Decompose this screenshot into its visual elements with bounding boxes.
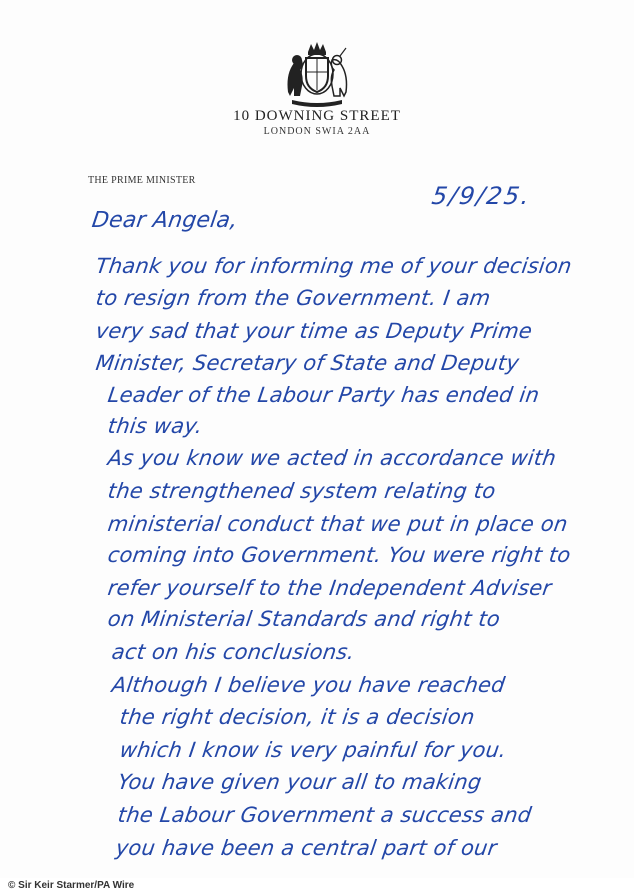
letter-line: act on his conclusions. [110, 640, 357, 664]
letter-line: this way. [106, 414, 204, 438]
address-line-1: 10 DOWNING STREET [233, 108, 401, 124]
letter-line: As you know we acted in accordance with [106, 446, 558, 470]
letter-line: Minister, Secretary of State and Deputy [94, 351, 521, 375]
letter-line: which I know is very painful for you. [118, 738, 508, 762]
letter-line: to resign from the Government. I am [94, 286, 493, 310]
letter-date: 5/9/25. [430, 182, 533, 210]
photo-credit: © Sir Keir Starmer/PA Wire [8, 880, 135, 891]
letter-line: Although I believe you have reached [110, 673, 507, 697]
address-line-2: LONDON SWIA 2AA [263, 126, 371, 137]
letter-line: refer yourself to the Independent Adviser [106, 576, 554, 600]
letter-line: very sad that your time as Deputy Prime [94, 319, 534, 343]
letter-line: the right decision, it is a decision [118, 705, 477, 729]
letter-line: ministerial conduct that we put in place on [106, 512, 570, 536]
letter-line: Leader of the Labour Party has ended in [106, 383, 541, 407]
letter-line: you have been a central part of our [114, 836, 499, 860]
royal-coat-of-arms-icon [282, 40, 352, 108]
letter-line: Thank you for informing me of your decision [94, 254, 574, 278]
letter-line: coming into Government. You were right to [106, 543, 573, 567]
letter-line: on Ministerial Standards and right to [106, 607, 502, 631]
sender-label: THE PRIME MINISTER [88, 175, 196, 186]
letter-line: the strengthened system relating to [106, 479, 498, 503]
letter-line: You have given your all to making [116, 770, 484, 794]
letter-line: the Labour Government a success and [116, 803, 534, 827]
salutation: Dear Angela, [90, 208, 240, 233]
photo-credit-bar [0, 878, 634, 895]
